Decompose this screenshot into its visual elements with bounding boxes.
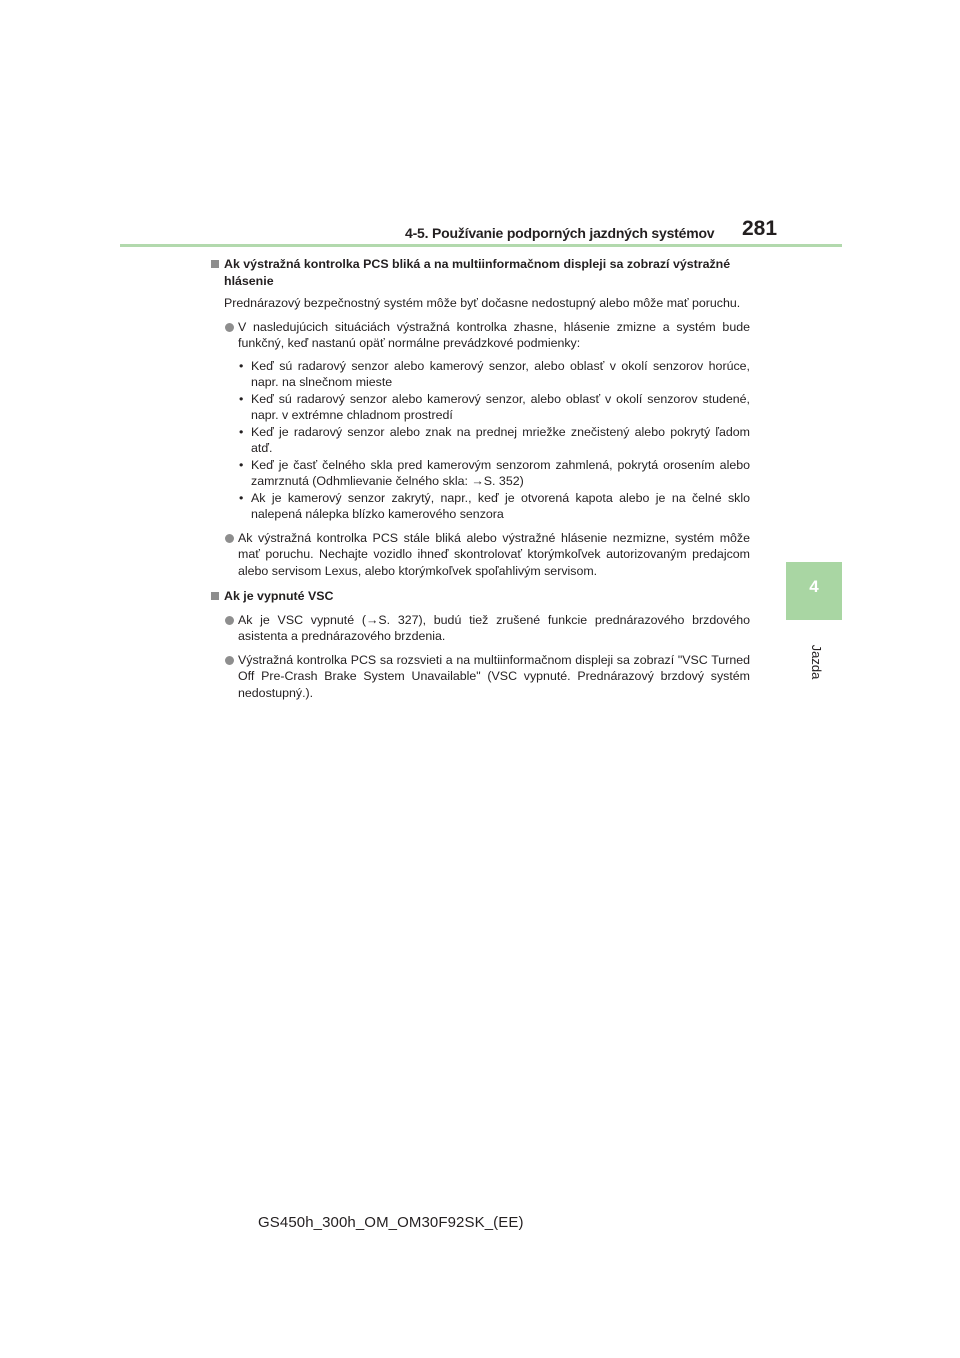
footer-doc-code: GS450h_300h_OM_OM30F92SK_(EE) bbox=[258, 1214, 524, 1231]
chapter-tab bbox=[786, 562, 842, 620]
square-icon bbox=[211, 592, 219, 600]
sub-list bbox=[210, 358, 750, 523]
list-item-text: Ak výstražná kontrolka PCS stále bliká alebo výstražné hlásenie nezmizne, systém môže mať poruchu. Nechajte vozidlo ihneď skontrolovať ktorýmkoľvek autorizovaným predajcom alebo servisom Lexus, alebo ktorýmkoľvek spoľahlivým servisom. bbox=[238, 530, 750, 578]
bullet-dot-icon: • bbox=[239, 358, 244, 373]
sub-list-item-text: Keď sú radarový senzor alebo kamerový senzor, alebo oblasť v okolí senzorov horúce, napr. na slnečnom mieste bbox=[251, 358, 750, 389]
circle-bullet-icon bbox=[225, 534, 234, 543]
bullet-dot-icon: • bbox=[239, 457, 244, 472]
sub-list-item bbox=[210, 424, 750, 457]
sub-list-item bbox=[210, 391, 750, 424]
circle-bullet-icon bbox=[225, 656, 234, 665]
list-item-text: Ak je VSC vypnuté (→S. 327), budú tiež zrušené funkcie prednárazového brzdového asistenta a prednárazového brzdenia. bbox=[238, 612, 750, 643]
section-title bbox=[210, 588, 750, 605]
list-item bbox=[210, 319, 750, 352]
list-item bbox=[210, 652, 750, 702]
list-item bbox=[210, 612, 750, 645]
sub-list-item bbox=[210, 358, 750, 391]
section-title-text: Ak výstražná kontrolka PCS bliká a na multiinformačnom displeji sa zobrazí výstražné hlásenie bbox=[224, 257, 731, 288]
bullet-dot-icon: • bbox=[239, 490, 244, 505]
chapter-tab-number: 4 bbox=[809, 577, 819, 596]
sub-list-item-text: Keď je časť čelného skla pred kamerovým senzorom zahmlená, pokrytá orosením alebo zamrznutá (Odhmlievanie čelného skla: →S. 352) bbox=[251, 457, 750, 488]
header-rule bbox=[120, 244, 842, 247]
list-item-text: V nasledujúcich situáciách výstražná kontrolka zhasne, hlásenie zmizne a systém bude funkčný, keď nastanú opäť normálne prevádzkové podmienky: bbox=[238, 319, 750, 350]
chapter-tab-label: Jazda bbox=[809, 644, 824, 680]
page-header-section: 4-5. Používanie podporných jazdných systémov bbox=[405, 225, 715, 241]
circle-bullet-icon bbox=[225, 323, 234, 332]
section-title bbox=[210, 256, 750, 289]
main-content bbox=[210, 256, 750, 701]
section-intro: Prednárazový bezpečnostný systém môže byť dočasne nedostupný alebo môže mať poruchu. bbox=[224, 296, 741, 310]
sub-list-item-text: Keď sú radarový senzor alebo kamerový senzor, alebo oblasť v okolí senzorov studené, napr. v extrémne chladnom prostredí bbox=[251, 391, 750, 422]
list-item bbox=[210, 530, 750, 580]
sub-list-item-text: Keď je radarový senzor alebo znak na prednej mriežke znečistený alebo pokrytý ľadom atď. bbox=[251, 424, 750, 455]
list-item-text: Výstražná kontrolka PCS sa rozsvieti a na multiinformačnom displeji sa zobrazí "VSC Turned Off Pre-Crash Brake System Unavailable" (VSC vypnuté. Prednárazový brzdový systém nedostupný.). bbox=[238, 652, 750, 700]
bullet-dot-icon: • bbox=[239, 424, 244, 439]
section-title-text: Ak je vypnuté VSC bbox=[224, 589, 334, 603]
sub-list-item-text: Ak je kamerový senzor zakrytý, napr., keď je otvorená kapota alebo je na čelné sklo nalepená nálepka blízko kamerového senzora bbox=[251, 490, 750, 521]
square-icon bbox=[211, 260, 219, 268]
bullet-dot-icon: • bbox=[239, 391, 244, 406]
sub-list-item bbox=[210, 457, 750, 490]
sub-list-item bbox=[210, 490, 750, 523]
page-number: 281 bbox=[742, 217, 778, 240]
circle-bullet-icon bbox=[225, 616, 234, 625]
